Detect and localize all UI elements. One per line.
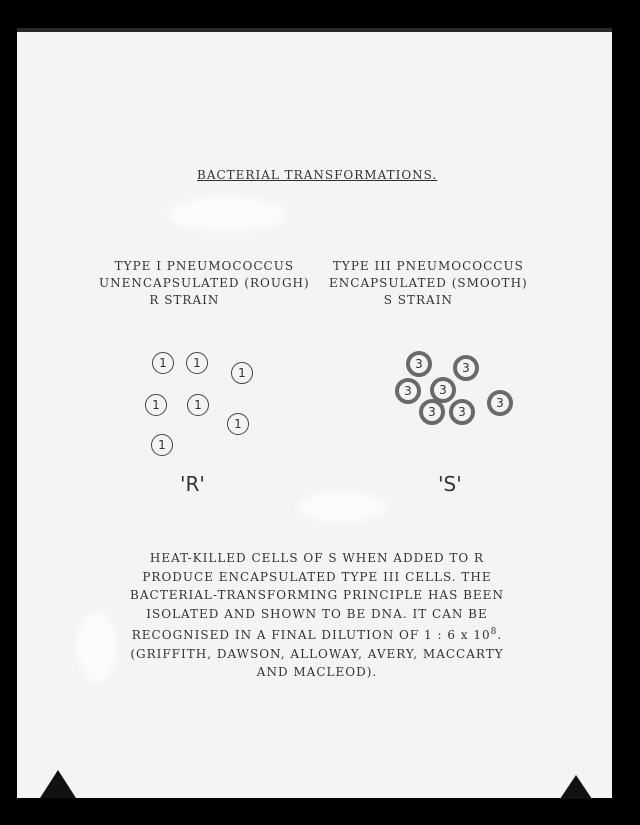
film-clip-left (40, 770, 76, 798)
smudge (167, 197, 287, 232)
rough-cell: 1 (231, 362, 253, 384)
dilution-exponent: 8 (490, 627, 498, 637)
heading-line: R STRAIN (149, 293, 220, 307)
smooth-cell: 3 (406, 351, 432, 377)
dilution-text: RECOGNISED IN A FINAL DILUTION OF 1 : 6 x 10 (131, 628, 491, 642)
heading-line: TYPE III PNEUMOCOCCUS (332, 259, 524, 273)
film-clip-right (560, 775, 592, 799)
rough-cell: 1 (151, 434, 173, 456)
paragraph-line: AND MACLEOD). (256, 665, 378, 679)
paragraph-line: (GRIFFITH, DAWSON, ALLOWAY, AVERY, MACCARTY (130, 646, 504, 661)
smooth-strain-heading (329, 258, 528, 309)
paragraph-line-dilution (107, 623, 527, 645)
smooth-cell: 3 (395, 378, 421, 404)
smudge (297, 492, 387, 522)
smooth-cell: 3 (449, 399, 475, 425)
rough-strain-heading (99, 258, 310, 309)
smooth-cell: 3 (453, 355, 479, 381)
rough-cell: 1 (227, 413, 249, 435)
rough-cell: 1 (152, 352, 174, 374)
heading-line: TYPE I PNEUMOCOCCUS (114, 259, 295, 273)
explanation-paragraph (107, 549, 527, 682)
paragraph-line: PRODUCE ENCAPSULATED TYPE III CELLS. THE (142, 569, 492, 584)
heading-line: S STRAIN (383, 293, 453, 307)
dilution-period: . (497, 628, 503, 642)
heading-line: ENCAPSULATED (SMOOTH) (329, 276, 528, 290)
rough-cell: 1 (145, 394, 167, 416)
paragraph-line: ISOLATED AND SHOWN TO BE DNA. IT CAN BE (146, 606, 488, 621)
smooth-cell: 3 (419, 399, 445, 425)
s-strain-label: 'S' (438, 472, 462, 496)
r-strain-label: 'R' (180, 472, 205, 496)
slide-page (17, 28, 612, 798)
heading-line: UNENCAPSULATED (ROUGH) (99, 276, 310, 290)
smooth-cell: 3 (430, 377, 456, 403)
rough-cell: 1 (187, 394, 209, 416)
paragraph-line: HEAT-KILLED CELLS OF S WHEN ADDED TO R (149, 551, 485, 565)
rough-cell: 1 (186, 352, 208, 374)
smooth-cell: 3 (487, 390, 513, 416)
diagram-title: BACTERIAL TRANSFORMATIONS. (197, 168, 438, 182)
paragraph-line: BACTERIAL-TRANSFORMING PRINCIPLE HAS BEEN (130, 588, 504, 602)
